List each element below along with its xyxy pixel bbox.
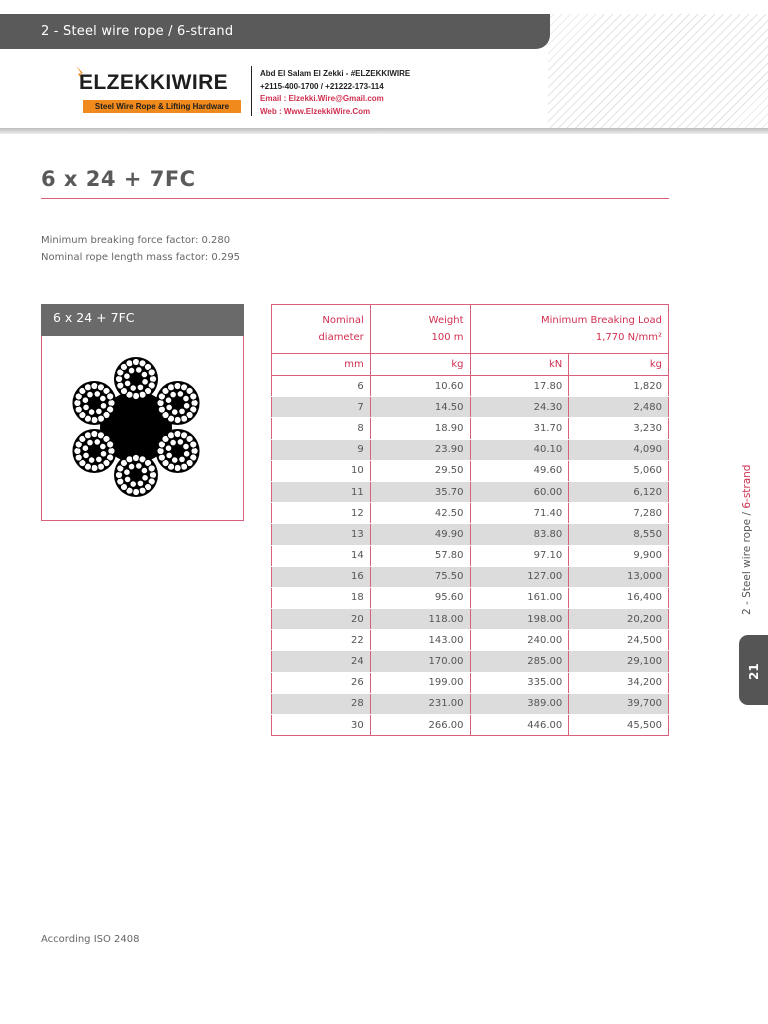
unit-cell: kg: [569, 354, 669, 376]
table-row: [272, 418, 669, 439]
logo-brand-text: ELZEKKIWIRE: [79, 71, 229, 94]
contact-phone: +2115-400-1700 / +21222-173-114: [260, 81, 384, 91]
table-cell: 16,400: [569, 587, 669, 608]
side-label-accent: 6-strand: [741, 464, 753, 509]
table-cell: 35.70: [370, 481, 470, 502]
table-cell: 14.50: [370, 397, 470, 418]
company-logo: [72, 64, 244, 118]
table-cell: 49.90: [370, 524, 470, 545]
table-cell: 285.00: [470, 651, 569, 672]
table-row: [272, 693, 669, 714]
table-cell: 3,230: [569, 418, 669, 439]
table-row: [272, 672, 669, 693]
table-row: [272, 439, 669, 460]
table-row: [272, 376, 669, 397]
table-row: [272, 481, 669, 502]
table-cell: 11: [272, 481, 371, 502]
table-cell: 5,060: [569, 460, 669, 481]
table-cell: 95.60: [370, 587, 470, 608]
table-row: [272, 609, 669, 630]
table-cell: 75.50: [370, 566, 470, 587]
table-cell: 446.00: [470, 715, 569, 736]
table-cell: 71.40: [470, 503, 569, 524]
table-cell: 161.00: [470, 587, 569, 608]
table-cell: 127.00: [470, 566, 569, 587]
page-number: 21: [747, 663, 761, 680]
table-cell: 16: [272, 566, 371, 587]
table-cell: 17.80: [470, 376, 569, 397]
header-nominal-diameter: [272, 305, 371, 354]
table-cell: 24.30: [470, 397, 569, 418]
table-cell: 231.00: [370, 693, 470, 714]
table-cell: 6,120: [569, 481, 669, 502]
table-row: [272, 651, 669, 672]
table-cell: 4,090: [569, 439, 669, 460]
table-cell: 13,000: [569, 566, 669, 587]
table-row: [272, 397, 669, 418]
table-cell: 6: [272, 376, 371, 397]
table-cell: 31.70: [470, 418, 569, 439]
table-cell: 97.10: [470, 545, 569, 566]
table-row: [272, 545, 669, 566]
table-cell: 24,500: [569, 630, 669, 651]
table-row: [272, 566, 669, 587]
spec-table: [271, 304, 669, 736]
table-units-row: [272, 354, 669, 376]
table-cell: 2,480: [569, 397, 669, 418]
contact-email: Email : Elzekki.Wire@Gmail.com: [260, 94, 384, 103]
table-cell: 49.60: [470, 460, 569, 481]
table-cell: 26: [272, 672, 371, 693]
table-cell: 266.00: [370, 715, 470, 736]
table-row: [272, 630, 669, 651]
table-cell: 18: [272, 587, 371, 608]
table-cell: 7,280: [569, 503, 669, 524]
table-cell: 170.00: [370, 651, 470, 672]
table-cell: 118.00: [370, 609, 470, 630]
table-row: [272, 587, 669, 608]
table-cell: 22: [272, 630, 371, 651]
table-cell: 1,820: [569, 376, 669, 397]
header-mbl-label: Minimum Breaking Load: [541, 315, 662, 326]
section-title: 2 - Steel wire rope / 6-strand: [41, 24, 234, 39]
header-shadow: [0, 128, 768, 134]
header-diameter: diameter: [318, 332, 364, 343]
contact-name: Abd El Salam El Zekki - #ELZEKKIWIRE: [260, 69, 411, 78]
table-cell: 34,200: [569, 672, 669, 693]
table-cell: 143.00: [370, 630, 470, 651]
table-cell: 335.00: [470, 672, 569, 693]
table-cell: 20: [272, 609, 371, 630]
table-cell: 198.00: [470, 609, 569, 630]
nominal-mass-factor: Nominal rope length mass factor: 0.295: [41, 252, 241, 263]
rope-image-box: [41, 304, 244, 521]
side-section-label: [741, 465, 753, 615]
rope-image-caption: 6 x 24 + 7FC: [41, 304, 244, 336]
table-cell: 9: [272, 439, 371, 460]
min-breaking-force-factor: Minimum breaking force factor: 0.280: [41, 235, 231, 246]
footer-standard: According ISO 2408: [41, 934, 140, 945]
table-header-row: [272, 305, 669, 354]
table-cell: 83.80: [470, 524, 569, 545]
table-cell: 24: [272, 651, 371, 672]
table-cell: 28: [272, 693, 371, 714]
section-header-bar: [0, 14, 550, 49]
table-cell: 13: [272, 524, 371, 545]
table-cell: 29.50: [370, 460, 470, 481]
table-cell: 45,500: [569, 715, 669, 736]
table-cell: 9,900: [569, 545, 669, 566]
table-cell: 12: [272, 503, 371, 524]
table-cell: 240.00: [470, 630, 569, 651]
table-cell: 14: [272, 545, 371, 566]
table-cell: 39,700: [569, 693, 669, 714]
table-cell: 18.90: [370, 418, 470, 439]
table-cell: 60.00: [470, 481, 569, 502]
table-cell: 57.80: [370, 545, 470, 566]
table-cell: 199.00: [370, 672, 470, 693]
rope-cross-section-icon: [66, 357, 206, 497]
table-cell: 23.90: [370, 439, 470, 460]
unit-cell: kN: [470, 354, 569, 376]
header-weight-label: Weight: [428, 315, 464, 326]
header-mbl: [470, 305, 669, 354]
product-title: 6 x 24 + 7FC: [41, 167, 196, 191]
table-cell: 29,100: [569, 651, 669, 672]
contact-web: Web : Www.ElzekkiWire.Com: [260, 106, 371, 116]
header-mbl-sub: 1,770 N/mm²: [595, 332, 662, 343]
table-cell: 30: [272, 715, 371, 736]
table-cell: 10.60: [370, 376, 470, 397]
title-rule: [41, 198, 669, 199]
table-row: [272, 715, 669, 736]
table-cell: 389.00: [470, 693, 569, 714]
unit-cell: mm: [272, 354, 371, 376]
header-nominal: Nominal: [322, 315, 364, 326]
table-cell: 8,550: [569, 524, 669, 545]
table-row: [272, 503, 669, 524]
table-cell: 20,200: [569, 609, 669, 630]
table-cell: 42.50: [370, 503, 470, 524]
table-cell: 8: [272, 418, 371, 439]
side-label-prefix: 2 - Steel wire rope /: [741, 508, 753, 615]
header-weight: [370, 305, 470, 354]
table-cell: 7: [272, 397, 371, 418]
table-cell: 10: [272, 460, 371, 481]
contact-separator: [251, 66, 252, 116]
table-row: [272, 524, 669, 545]
table-row: [272, 460, 669, 481]
logo-tagline: Steel Wire Rope & Lifting Hardware: [83, 100, 241, 113]
unit-cell: kg: [370, 354, 470, 376]
table-cell: 40.10: [470, 439, 569, 460]
contact-block: [260, 68, 410, 118]
header-weight-sub: 100 m: [431, 332, 464, 343]
